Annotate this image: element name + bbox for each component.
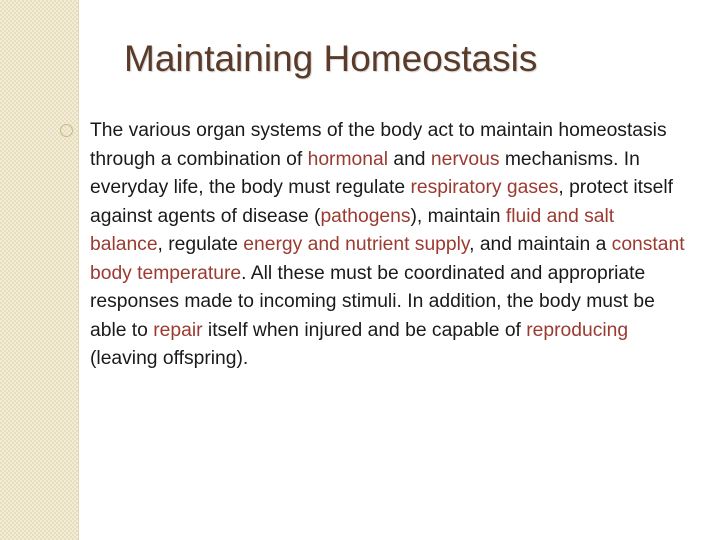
highlight-term: nervous xyxy=(430,148,500,170)
body-segment: itself when injured and be capable of xyxy=(202,319,527,341)
highlight-term: energy and nutrient supply xyxy=(243,234,470,255)
body-segment: , regulate xyxy=(157,234,244,255)
body-segment: , protect itself against agents of disease ( xyxy=(90,177,674,227)
body-segment: The various organ systems of the body act to maintain homeostasis through a combination of xyxy=(90,120,667,170)
slide-body-paragraph xyxy=(90,117,690,374)
body-segment: and xyxy=(387,148,431,170)
decorative-side-strip xyxy=(0,0,78,540)
highlight-term: constant body temperature xyxy=(90,234,685,284)
slide-title: Maintaining Homeostasis xyxy=(124,38,538,79)
highlight-term: reproducing xyxy=(526,319,629,341)
highlight-term: pathogens xyxy=(320,205,411,227)
side-strip-divider xyxy=(78,0,79,540)
highlight-term: hormonal xyxy=(307,148,388,170)
body-segment: , and maintain a xyxy=(469,234,612,255)
body-segment: ), maintain xyxy=(410,205,506,227)
highlight-term: repair xyxy=(153,319,203,341)
highlight-term: fluid and salt balance xyxy=(90,205,615,255)
body-segment: mechanisms. In everyday life, the body must regulate xyxy=(90,148,640,198)
body-segment: (leaving offspring). xyxy=(90,348,249,369)
bullet-circle-icon xyxy=(60,124,73,137)
highlight-term: respiratory gases xyxy=(410,177,559,198)
body-segment: . All these must be coordinated and appropriate responses made to incoming stimuli. In addition, the body must be able to xyxy=(90,262,655,341)
